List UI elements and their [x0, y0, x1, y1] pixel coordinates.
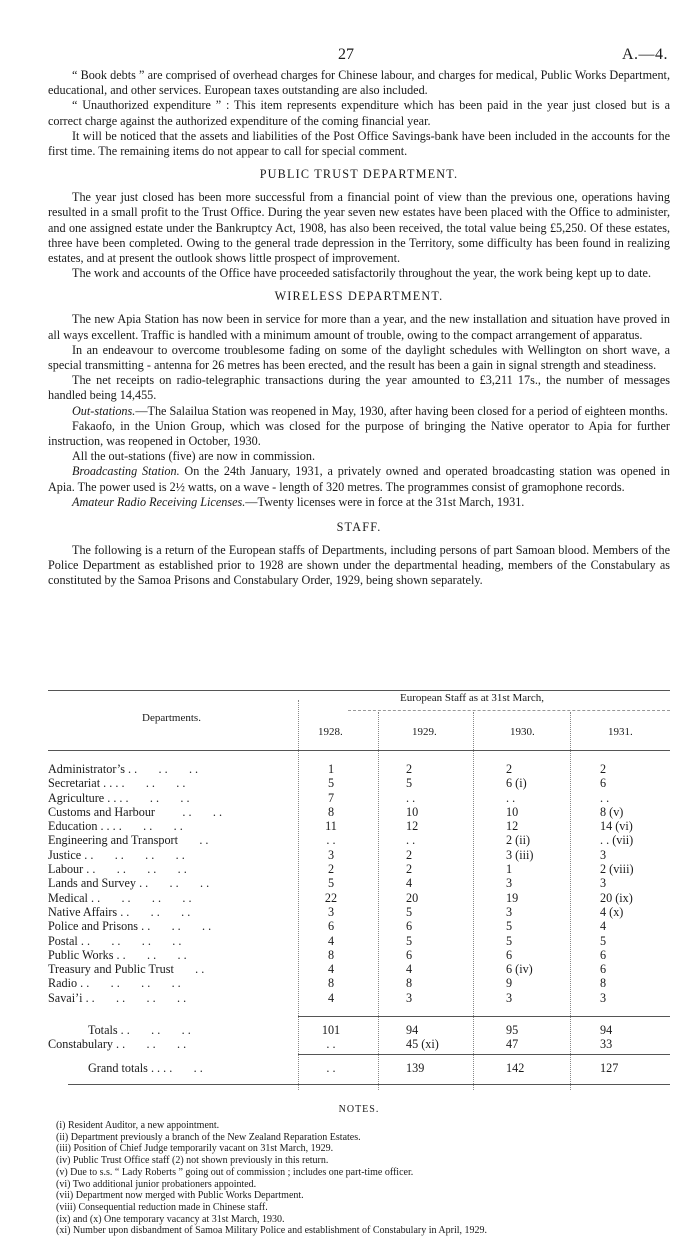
paragraph-public-trust-1: The year just closed has been more successful from a financial point of view than the previous one, operations having resulted in a small profit to the Trust Office. During the year seven new estates have been placed with the Office to administer, and one assigned estate under the Bankruptcy Act, 1908, has also been received, the total value being £5,250. Of these estates, three have been completed. Owing to the general trade depression in the Territory, some difficulty has been found in realizing estates, and at present the outlook shows little prospect of improvement.: [48, 190, 670, 266]
leader-dots: . . . . . . . .: [90, 890, 192, 905]
leader-dots: . . . . . . . .: [80, 976, 181, 991]
cell-1929: 4: [406, 876, 413, 891]
amateur-text: —Twenty licenses were in force at the 31st March, 1931.: [245, 494, 525, 509]
grand-totals-rule: [298, 1054, 670, 1055]
notes-list: [56, 1120, 670, 1237]
cell-1931: 6: [600, 962, 607, 977]
cell-1928: 5: [327, 776, 335, 791]
table-header-rule: [48, 750, 670, 751]
cell-constabulary-1929: 45 (xi): [406, 1037, 439, 1052]
cell-1930: . .: [506, 790, 516, 805]
table-top-rule: [48, 690, 670, 691]
department-name: Savai’i: [48, 990, 83, 1005]
cell-totals-1930: 95: [506, 1023, 519, 1037]
leader-dots: . . . . . .: [116, 947, 187, 962]
department-name: Administrator’s: [48, 762, 125, 776]
totals-label: Totals: [88, 1023, 118, 1037]
cell-1930: 3: [506, 904, 513, 919]
leader-dots: . .: [181, 833, 209, 848]
paragraph-staff: The following is a return of the European staffs of Departments, including persons of part Samoan blood. Members of the Police Department as established prior to 1928 are shown under the departmental heading, members of the Constabulary as constituted by the Samoa Prisons and Constabulary Order, 1929, being shown separately.: [48, 543, 670, 588]
cell-1928: 22: [324, 890, 338, 905]
cell-1928: . .: [326, 833, 336, 848]
note-item: (iii) Position of Chief Judge temporarily vacant on 31st March, 1929.: [56, 1143, 334, 1155]
cell-constabulary-1931: 33: [600, 1037, 613, 1052]
cell-1931: . .: [600, 790, 610, 805]
note-item: (vi) Two additional junior probationers appointed.: [56, 1178, 257, 1190]
department-name: Labour: [48, 862, 84, 877]
cell-1928: 8: [327, 976, 335, 991]
table-row: [48, 791, 670, 805]
cell-1931: 8 (v): [600, 804, 624, 819]
cell-grand-1928: . .: [326, 1061, 336, 1075]
note-item: (xi) Number upon disbandment of Samoa Military Police and establishment of Constabulary in April, 1929.: [56, 1225, 488, 1237]
cell-1930: 5: [506, 933, 513, 948]
cell-1928: 1: [327, 762, 335, 776]
cell-1929: 4: [406, 962, 413, 977]
department-name: Native Affairs: [48, 904, 118, 919]
paragraph-book-debts: “ Book debts ” are comprised of overhead charges for Chinese labour, and charges for medical, Public Works Department, educational, and other services. European taxes outstanding are also included.: [48, 68, 670, 98]
cell-1929: 2: [406, 862, 413, 877]
cell-1928: 8: [327, 947, 335, 962]
outstations-text: —The Salailua Station was reopened in May, 1930, after having been closed for a period of eighteen months.: [135, 403, 668, 418]
heading-staff: STAFF.: [336, 520, 382, 535]
cell-1929: 2: [406, 847, 413, 862]
cell-1931: 3: [600, 990, 607, 1005]
cell-1930: 6: [506, 947, 513, 962]
table-row: [48, 819, 670, 833]
table-row: [48, 991, 670, 1005]
cell-1931: 2 (viii): [600, 862, 634, 877]
table-col-1928: 1928.: [318, 726, 343, 738]
cell-1930: 5: [506, 919, 513, 934]
cell-1928: 5: [327, 876, 335, 891]
cell-1931: 8: [600, 976, 607, 991]
cell-1929: 8: [406, 976, 413, 991]
cell-grand-1930: 142: [506, 1061, 525, 1075]
cell-1930: 6 (iv): [506, 962, 533, 977]
cell-1930: 1: [506, 862, 513, 877]
table-bottom-rule: [68, 1084, 670, 1085]
paragraph-wireless-2: In an endeavour to overcome troublesome fading on some of the daylight schedules with Wellington on short wave, a special transmitting - antenna for 26 metres has been erected, and the result has been a gain in signal strength and steadiness.: [48, 342, 670, 373]
leader-dots: . .: [176, 962, 205, 977]
leader-dots: . . . . . .: [115, 776, 186, 791]
table-row-constabulary: [48, 1037, 670, 1051]
table-row: [48, 848, 670, 862]
cell-grand-1931: 127: [600, 1061, 619, 1075]
paragraph-savings-bank: It will be noticed that the assets and liabilities of the Post Office Savings-bank have been included in the accounts for the first time. The remaining items do not appear to call for special comment.: [48, 128, 670, 159]
leader-dots: . . . . . . . .: [80, 933, 182, 948]
leader-dots: . . . . . .: [141, 919, 212, 934]
leader-dots: . . . . . .: [128, 762, 199, 776]
outstations-label: Out-stations.: [72, 403, 136, 418]
table-row: [48, 833, 670, 847]
leader-dots: . . . . . .: [119, 790, 190, 805]
cell-1931: 6: [600, 947, 607, 962]
paragraph-fakaofo: Fakaofo, in the Union Group, which was closed for the purpose of bringing the Native operator to Apia for further instruction, was reopened in October, 1930.: [48, 418, 670, 449]
cell-1929: 20: [406, 890, 419, 905]
cell-1928: 11: [325, 819, 337, 834]
table-row: [48, 762, 670, 776]
notes-title: NOTES.: [338, 1104, 380, 1115]
paragraph-broadcasting: [48, 464, 670, 494]
totals-block: [48, 1023, 670, 1052]
department-name: Agriculture . .: [48, 790, 117, 805]
table-row: [48, 934, 670, 948]
table-col-1931: 1931.: [608, 726, 633, 738]
department-name: Radio: [48, 976, 78, 991]
cell-1928: 4: [327, 962, 335, 977]
broadcasting-label: Broadcasting Station.: [72, 464, 180, 479]
cell-1931: 3: [600, 876, 607, 891]
department-name: Education . .: [48, 819, 110, 834]
table-row: [48, 919, 670, 933]
cell-1928: 8: [327, 804, 335, 819]
cell-1929: . .: [406, 833, 416, 848]
table-row: [48, 905, 670, 919]
page-number: 27: [338, 46, 354, 63]
department-name: Police and Prisons: [48, 919, 139, 934]
table-row-grand-totals: [48, 1061, 670, 1075]
cell-1931: 6: [600, 776, 607, 791]
leader-dots: . . . . . .: [120, 904, 191, 919]
cell-1929: 3: [406, 990, 413, 1005]
grand-totals-block: [48, 1061, 670, 1075]
paragraph-all-outstations: All the out-stations (five) are now in commission.: [72, 449, 316, 464]
table-col-departments: Departments.: [142, 712, 201, 724]
table-group-header: European Staff as at 31st March,: [400, 692, 544, 704]
department-name: Medical: [48, 890, 88, 905]
leader-dots: . . . . . . . .: [85, 990, 187, 1005]
cell-1928: 7: [327, 790, 335, 805]
cell-1930: 9: [506, 976, 513, 991]
note-item: (iv) Public Trust Office staff (2) not shown previously in this return.: [56, 1155, 329, 1167]
cell-1930: 2: [506, 762, 513, 776]
paragraph-amateur: [48, 495, 670, 510]
cell-1930: 10: [506, 804, 519, 819]
table-row: [48, 805, 670, 819]
cell-constabulary-1930: 47: [506, 1037, 519, 1052]
cell-1929: 10: [406, 804, 419, 819]
cell-1930: 19: [506, 890, 519, 905]
cell-constabulary-1928: . .: [326, 1037, 336, 1052]
cell-totals-1928: 101: [321, 1023, 341, 1037]
leader-dots: . . . . . . . .: [86, 862, 187, 877]
department-name: Justice: [48, 847, 82, 862]
cell-1930: 6 (i): [506, 776, 527, 791]
department-name: Postal: [48, 933, 78, 948]
paragraph-unauthorized-expenditure: “ Unauthorized expenditure ” : This item represents expenditure which has been paid in the year just closed but is a correct charge against the authorized expenditure of the coming financial year.: [48, 98, 670, 128]
broadcasting-text: On the 24th January, 1931, a privately owned and operated broadcasting station was opened in Apia. The power used is 2½ watts, on a wave - length of 320 metres. The programmes consist of gramophone records.: [48, 464, 670, 494]
constabulary-dots: . . . . . .: [116, 1037, 187, 1052]
note-item: (v) Due to s.s. “ Lady Roberts ” going out of commission ; includes one part-time officer.: [56, 1166, 414, 1178]
cell-1931: 4 (x): [600, 904, 624, 919]
department-name: Treasury and Public Trust: [48, 962, 174, 977]
cell-totals-1929: 94: [406, 1023, 419, 1037]
table-col-1930: 1930.: [510, 726, 535, 738]
department-name: Engineering and Transport: [48, 833, 178, 848]
heading-wireless: WIRELESS DEPARTMENT.: [274, 289, 444, 304]
leader-dots: . . . .: [158, 804, 222, 819]
heading-public-trust: PUBLIC TRUST DEPARTMENT.: [259, 167, 459, 182]
table-row: [48, 876, 670, 890]
note-item: (ii) Department previously a branch of the New Zealand Reparation Estates.: [56, 1131, 361, 1143]
table-row: [48, 976, 670, 990]
cell-1929: 12: [406, 819, 419, 834]
cell-1930: 12: [506, 819, 519, 834]
cell-1929: 5: [406, 933, 413, 948]
table-row: [48, 891, 670, 905]
grand-totals-dots: . . . .: [163, 1061, 203, 1075]
table-row: [48, 862, 670, 876]
cell-grand-1929: 139: [406, 1061, 425, 1075]
cell-1930: 3: [506, 990, 513, 1005]
paragraph-wireless-1: The new Apia Station has now been in service for more than a year, and the new installation and situation have proved in all ways excellent. Traffic is handled with a minimum amount of trouble, owing to the compact arrangement of apparatus.: [48, 312, 670, 342]
cell-1930: 3 (iii): [506, 847, 534, 862]
cell-1931: 3: [600, 847, 607, 862]
cell-1931: 2: [600, 762, 607, 776]
note-item: (i) Resident Auditor, a new appointment.: [56, 1120, 220, 1131]
cell-1928: 2: [327, 862, 335, 877]
staff-table-body: [48, 762, 670, 1005]
table-group-rule: [348, 710, 670, 711]
cell-1931: 20 (ix): [600, 890, 633, 905]
totals-dots: . . . . . .: [120, 1023, 191, 1037]
cell-1928: 4: [327, 990, 335, 1005]
cell-1928: 3: [327, 904, 335, 919]
cell-1929: . .: [406, 790, 416, 805]
cell-1931: 14 (vi): [600, 819, 633, 834]
cell-1928: 4: [327, 933, 335, 948]
cell-1929: 6: [406, 919, 413, 934]
cell-1931: 4: [600, 919, 607, 934]
paragraph-outstations: [48, 404, 670, 419]
table-row-totals: [48, 1023, 670, 1037]
cell-1929: 2: [406, 762, 413, 776]
cell-1929: 6: [406, 947, 413, 962]
department-name: Customs and Harbour: [48, 804, 155, 819]
constabulary-label: Constabulary: [48, 1037, 113, 1052]
cell-1928: 3: [327, 847, 335, 862]
department-name: Lands and Survey: [48, 876, 137, 891]
paragraph-wireless-3: The net receipts on radio-telegraphic transactions during the year amounted to £3,211 17s., the number of messages handled being 14,455.: [48, 373, 670, 403]
cell-totals-1931: 94: [600, 1023, 613, 1037]
note-item: (viii) Consequential reduction made in Chinese staff.: [56, 1201, 268, 1213]
note-item: (vii) Department now merged with Public Works Department.: [56, 1190, 304, 1202]
department-name: Secretariat . .: [48, 776, 113, 791]
department-name: Public Works: [48, 947, 114, 962]
cell-1931: 5: [600, 933, 607, 948]
table-row: [48, 962, 670, 976]
body-text: [48, 68, 670, 589]
table-row: [48, 948, 670, 962]
totals-rule: [298, 1016, 670, 1017]
amateur-label: Amateur Radio Receiving Licenses.: [72, 494, 246, 509]
cell-1928: 6: [327, 919, 335, 934]
cell-1930: 2 (ii): [506, 833, 531, 848]
cell-1929: 5: [406, 776, 413, 791]
leader-dots: . . . . . .: [112, 819, 183, 834]
note-item: (ix) and (x) One temporary vacancy at 31st March, 1930.: [56, 1213, 285, 1225]
document-reference: A.—4.: [621, 46, 668, 63]
cell-1931: . . (vii): [600, 833, 634, 848]
cell-1930: 3: [506, 876, 513, 891]
leader-dots: . . . . . . . .: [84, 847, 185, 862]
table-col-1929: 1929.: [412, 726, 437, 738]
cell-1929: 5: [406, 904, 413, 919]
paragraph-public-trust-2: The work and accounts of the Office have proceeded satisfactorily throughout the year, the work being kept up to date.: [72, 266, 652, 281]
grand-totals-label: Grand totals . .: [88, 1061, 161, 1075]
table-row: [48, 776, 670, 790]
leader-dots: . . . . . .: [139, 876, 210, 891]
